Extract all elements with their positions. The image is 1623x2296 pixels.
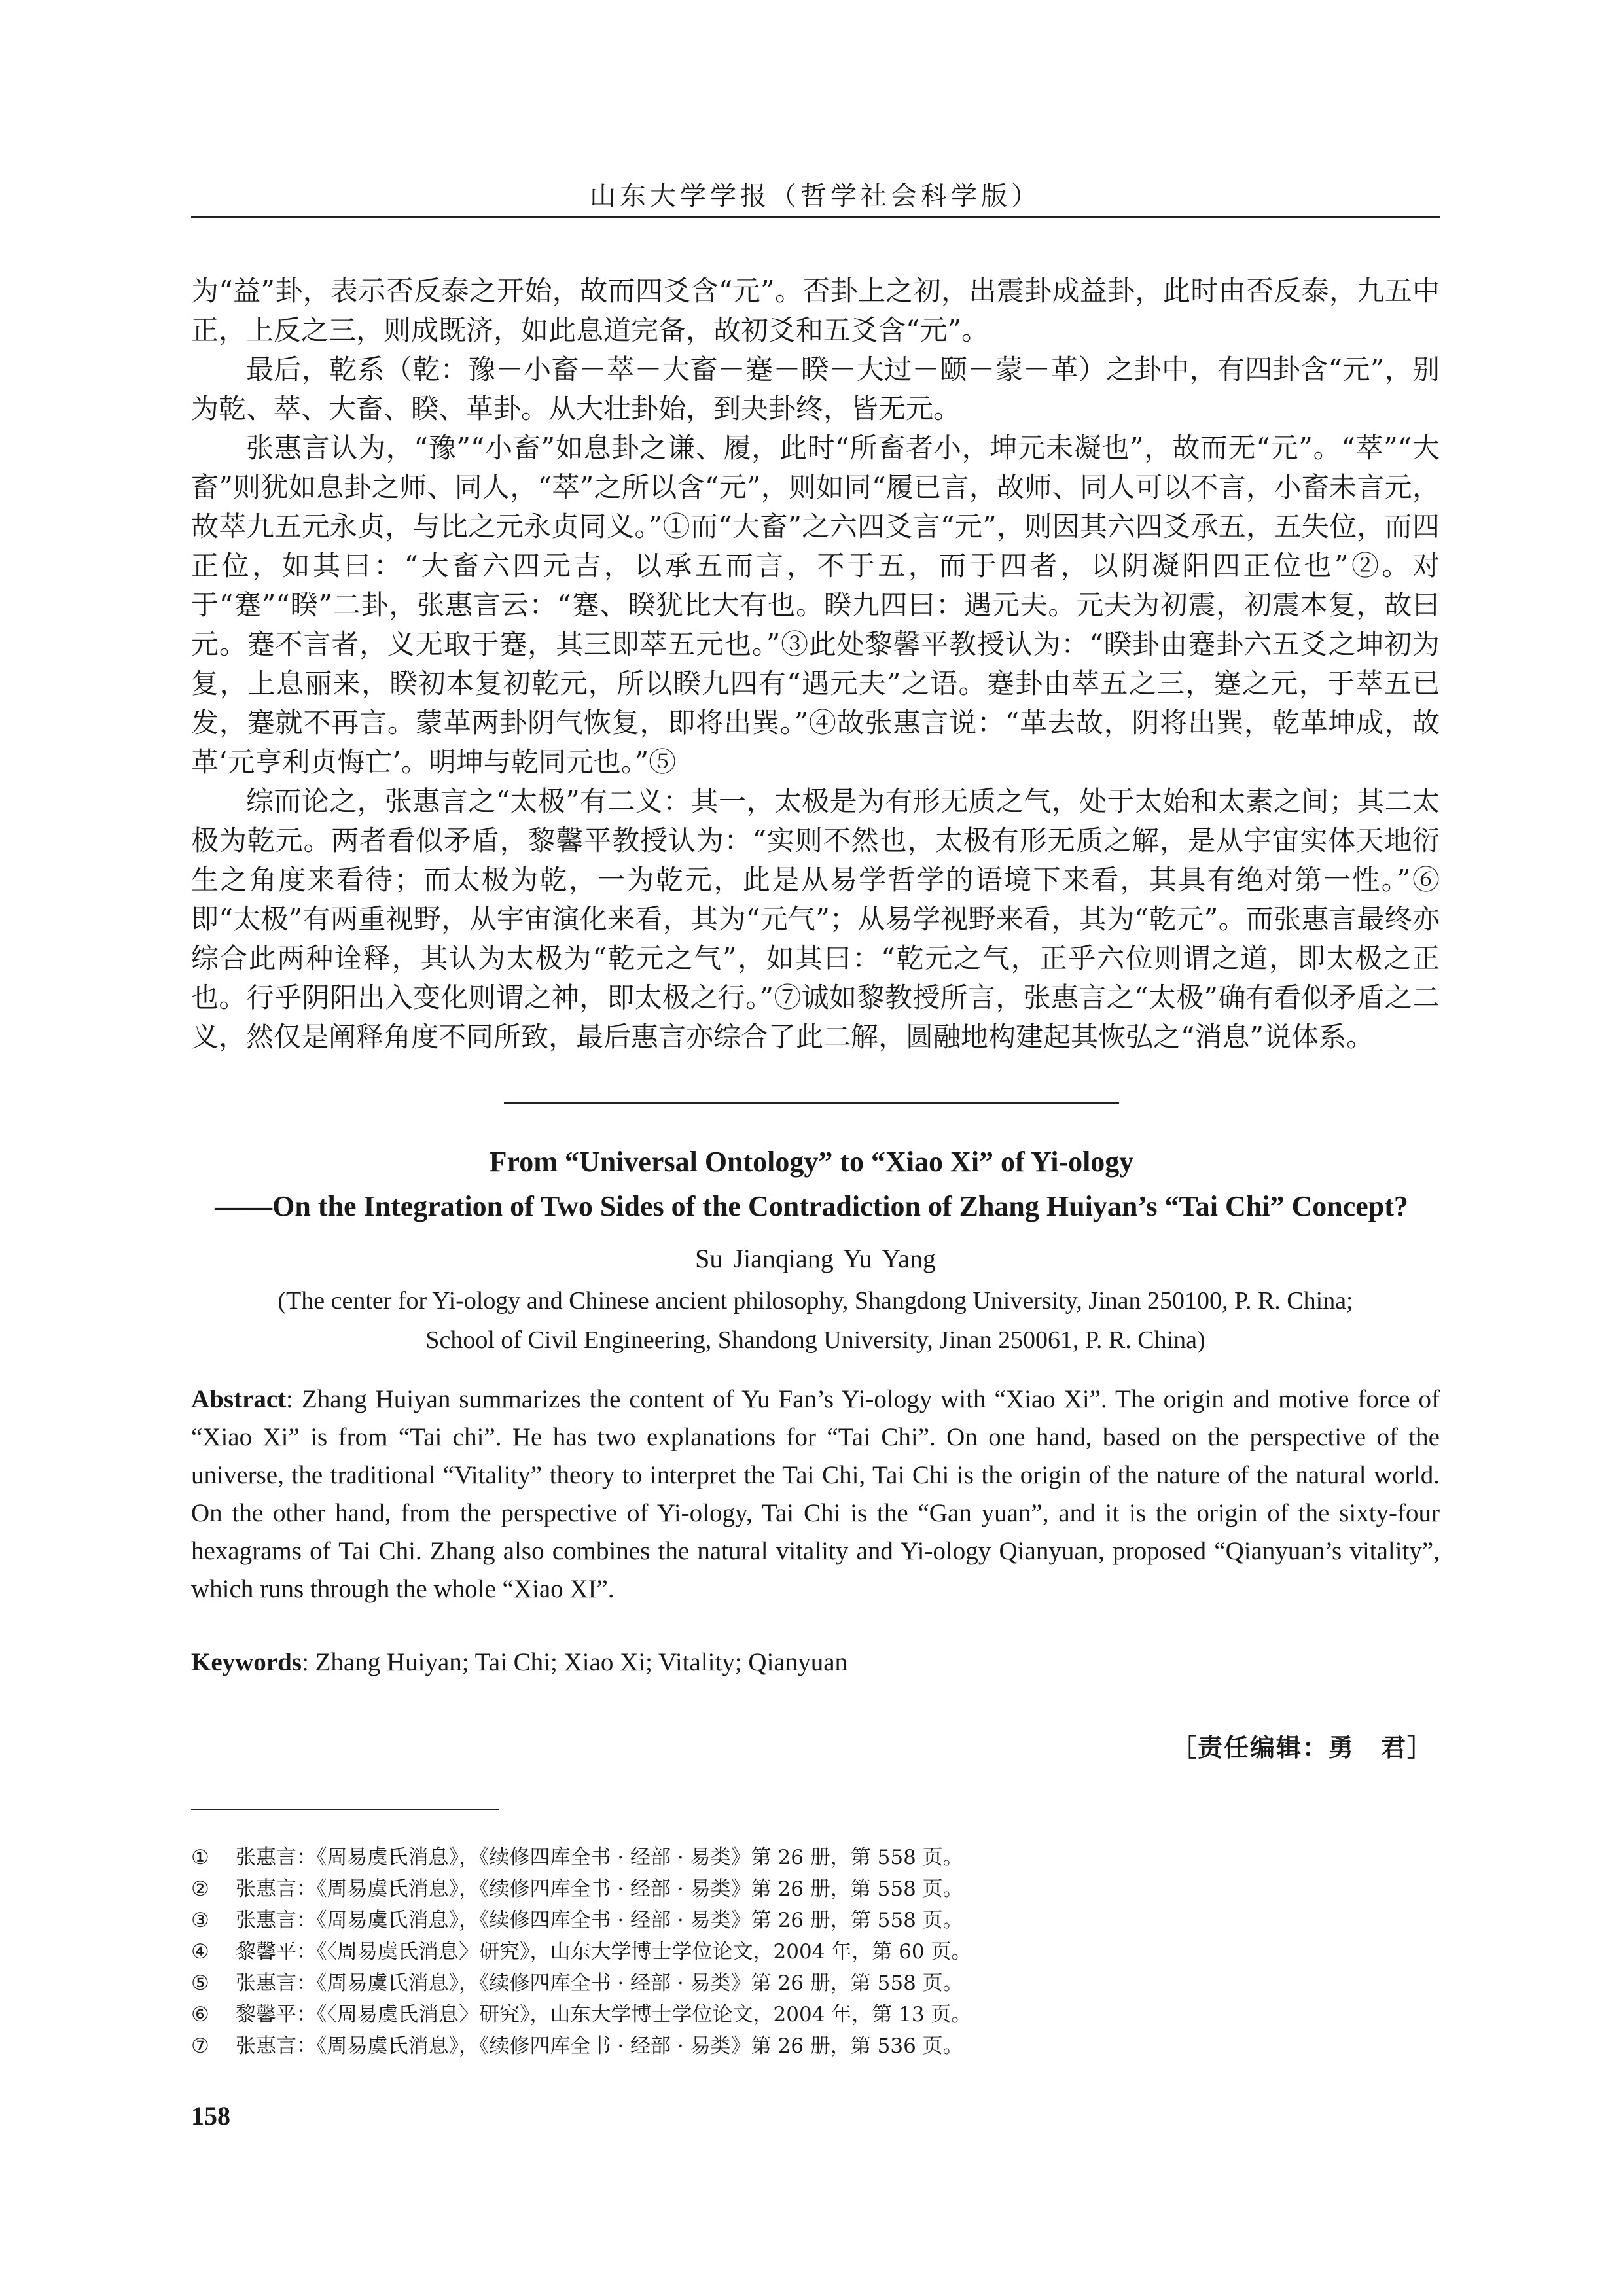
paragraph-2: 最后，乾系（乾：豫－小畜－萃－大畜－蹇－睽－大过－颐－蒙－革）之卦中，有四卦含“元”，别为乾、萃、大畜、睽、革卦。从大壮卦始，到夬卦终，皆无元。 xyxy=(191,353,1440,425)
affiliation-1: (The center for Yi-ology and Chinese ancient philosophy, Shangdong University, Jinan 250100, P. R. China; xyxy=(277,1287,1353,1315)
footnote xyxy=(191,2030,1440,2062)
header-rule xyxy=(191,216,1440,218)
footnote-mark: ⑤ xyxy=(191,1971,209,1995)
keywords xyxy=(191,1648,1440,1677)
page-number: 158 xyxy=(191,2101,230,2130)
footnote xyxy=(191,1936,1440,1968)
footnote-text: 张惠言：《周易虞氏消息》，《续修四库全书 · 经部 · 易类》第 26 册，第 536 页。 xyxy=(236,2034,963,2058)
footnote xyxy=(191,1842,1440,1873)
authors: Su Jianqiang Yu Yang xyxy=(695,1244,936,1273)
paragraph-3: 张惠言认为，“豫”“小畜”如息卦之谦、履，此时“所畜者小，坤元未凝也”，故而无“元”。“萃”“大畜”则犹如息卦之师、同人，“萃”之所以含“元”，则如同“履已言，故师、同人可以不言，小畜未言元，故萃九五元永贞，与比之元永贞同义。”①而“大畜”之六四爻言“元”，则因其六四爻承五，五失位，而四正位，如其曰：“大畜六四元吉，以承五而言，不于五，而于四者，以阴凝阳四正位也”②。对于“蹇”“睽”二卦，张惠言云：“蹇、睽犹比大有也。睽九四曰：遇元夫。元夫为初震，初震本复，故曰元。蹇不言者，义无取于蹇，其三即萃五元也。”③此处黎馨平教授认为：“睽卦由蹇卦六五爻之坤初为复，上息丽来，睽初本复初乾元，所以睽九四有“遇元夫”之语。蹇卦由萃五之三，蹇之元，于萃五已发，蹇就不再言。蒙革两卦阴气恢复，即将出巽。”④故张惠言说：“革去故，阴将出巽，乾革坤成，故革‘元亨利贞悔亡’。明坤与乾同元也。”⑤ xyxy=(191,432,1440,778)
footnote-text: 张惠言：《周易虞氏消息》，《续修四库全书 · 经部 · 易类》第 26 册，第 558 页。 xyxy=(236,1971,963,1995)
footnote xyxy=(191,1905,1440,1936)
editor-note: ［责任编辑：勇 君］ xyxy=(1171,1733,1433,1762)
footnote xyxy=(191,1999,1440,2030)
footnote-mark: ⑥ xyxy=(191,2003,209,2026)
paragraph-4: 综而论之，张惠言之“太极”有二义：其一，太极是为有形无质之气，处于太始和太素之间；其二太极为乾元。两者看似矛盾，黎馨平教授认为：“实则不然也，太极有形无质之解，是从宇宙实体天地衍生之角度来看待；而太极为乾，一为乾元，此是从易学哲学的语境下来看，其具有绝对第一性。”⑥即“太极”有两重视野，从宇宙演化来看，其为“元气”；从易学视野来看，其为“乾元”。而张惠言最终亦综合此两种诠释，其认为太极为“乾元之气”，如其曰：“乾元之气，正乎六位则谓之道，即太极之正也。行乎阴阳出入变化则谓之神，即太极之行。”⑦诚如黎教授所言，张惠言之“太极”确有看似矛盾之二义，然仅是阐释角度不同所致，最后惠言亦综合了此二解，圆融地构建起其恢弘之“消息”说体系。 xyxy=(191,785,1440,1053)
footnote-rule xyxy=(191,1809,499,1810)
footnotes xyxy=(191,1842,1440,2062)
footnote-text: 张惠言：《周易虞氏消息》，《续修四库全书 · 经部 · 易类》第 26 册，第 558 页。 xyxy=(236,1877,963,1901)
footnote-text: 黎馨平：《〈周易虞氏消息〉研究》，山东大学博士学位论文，2004 年，第 13 页。 xyxy=(236,2003,972,2026)
abstract-label: Abstract xyxy=(191,1385,287,1413)
footnote-mark: ⑦ xyxy=(191,2034,209,2058)
english-subtitle: ——On the Integration of Two Sides of the Contradiction of Zhang Huiyan’s “Tai Chi” Concept? xyxy=(215,1190,1408,1222)
keywords-text: : Zhang Huiyan; Tai Chi; Xiao Xi; Vitality; Qianyuan xyxy=(302,1648,848,1676)
footnote-text: 黎馨平：《〈周易虞氏消息〉研究》，山东大学博士学位论文，2004 年，第 60 页。 xyxy=(236,1940,972,1964)
footnote xyxy=(191,1968,1440,1999)
keywords-label: Keywords xyxy=(191,1648,302,1676)
footnote-mark: ③ xyxy=(191,1909,209,1932)
footnote xyxy=(191,1873,1440,1905)
affiliation-2: School of Civil Engineering, Shandong University, Jinan 250061, P. R. China) xyxy=(425,1326,1205,1354)
english-title: From “Universal Ontology” to “Xiao Xi” of Yi-ology xyxy=(489,1146,1134,1178)
body-text xyxy=(191,272,1440,1057)
footnote-text: 张惠言：《周易虞氏消息》，《续修四库全书 · 经部 · 易类》第 26 册，第 558 页。 xyxy=(236,1846,963,1869)
footnote-mark: ① xyxy=(191,1846,209,1869)
footnote-mark: ④ xyxy=(191,1940,209,1964)
running-head: 山东大学学报（哲学社会科学版） xyxy=(590,181,1041,211)
abstract-text: : Zhang Huiyan summarizes the content of Yu Fan’s Yi-ology with “Xiao Xi”. The origin and motive force of “Xiao Xi” is from “Tai chi”. He has two explanations for “Tai Chi”. On one hand, based on the perspective of the universe, the traditional “Vitality” theory to interpret the Tai Chi, Tai Chi is the origin of the nature of the natural world. On the other hand, from the perspective of Yi-ology, Tai Chi is the “Gan yuan”, and it is the origin of the sixty-four hexagrams of Tai Chi. Zhang also combines the natural vitality and Yi-ology Qianyuan, proposed “Qianyuan’s vitality”, which runs through the whole “Xiao XI”. xyxy=(191,1385,1440,1603)
footnote-mark: ② xyxy=(191,1877,209,1901)
paragraph-1: 为“益”卦，表示否反泰之开始，故而四爻含“元”。否卦上之初，出震卦成益卦，此时由否反泰，九五中正，上反之三，则成既济，如此息道完备，故初爻和五爻含“元”。 xyxy=(191,275,1440,346)
footnote-text: 张惠言：《周易虞氏消息》，《续修四库全书 · 经部 · 易类》第 26 册，第 558 页。 xyxy=(236,1909,963,1932)
section-divider xyxy=(504,1102,1119,1104)
abstract xyxy=(191,1381,1440,1608)
